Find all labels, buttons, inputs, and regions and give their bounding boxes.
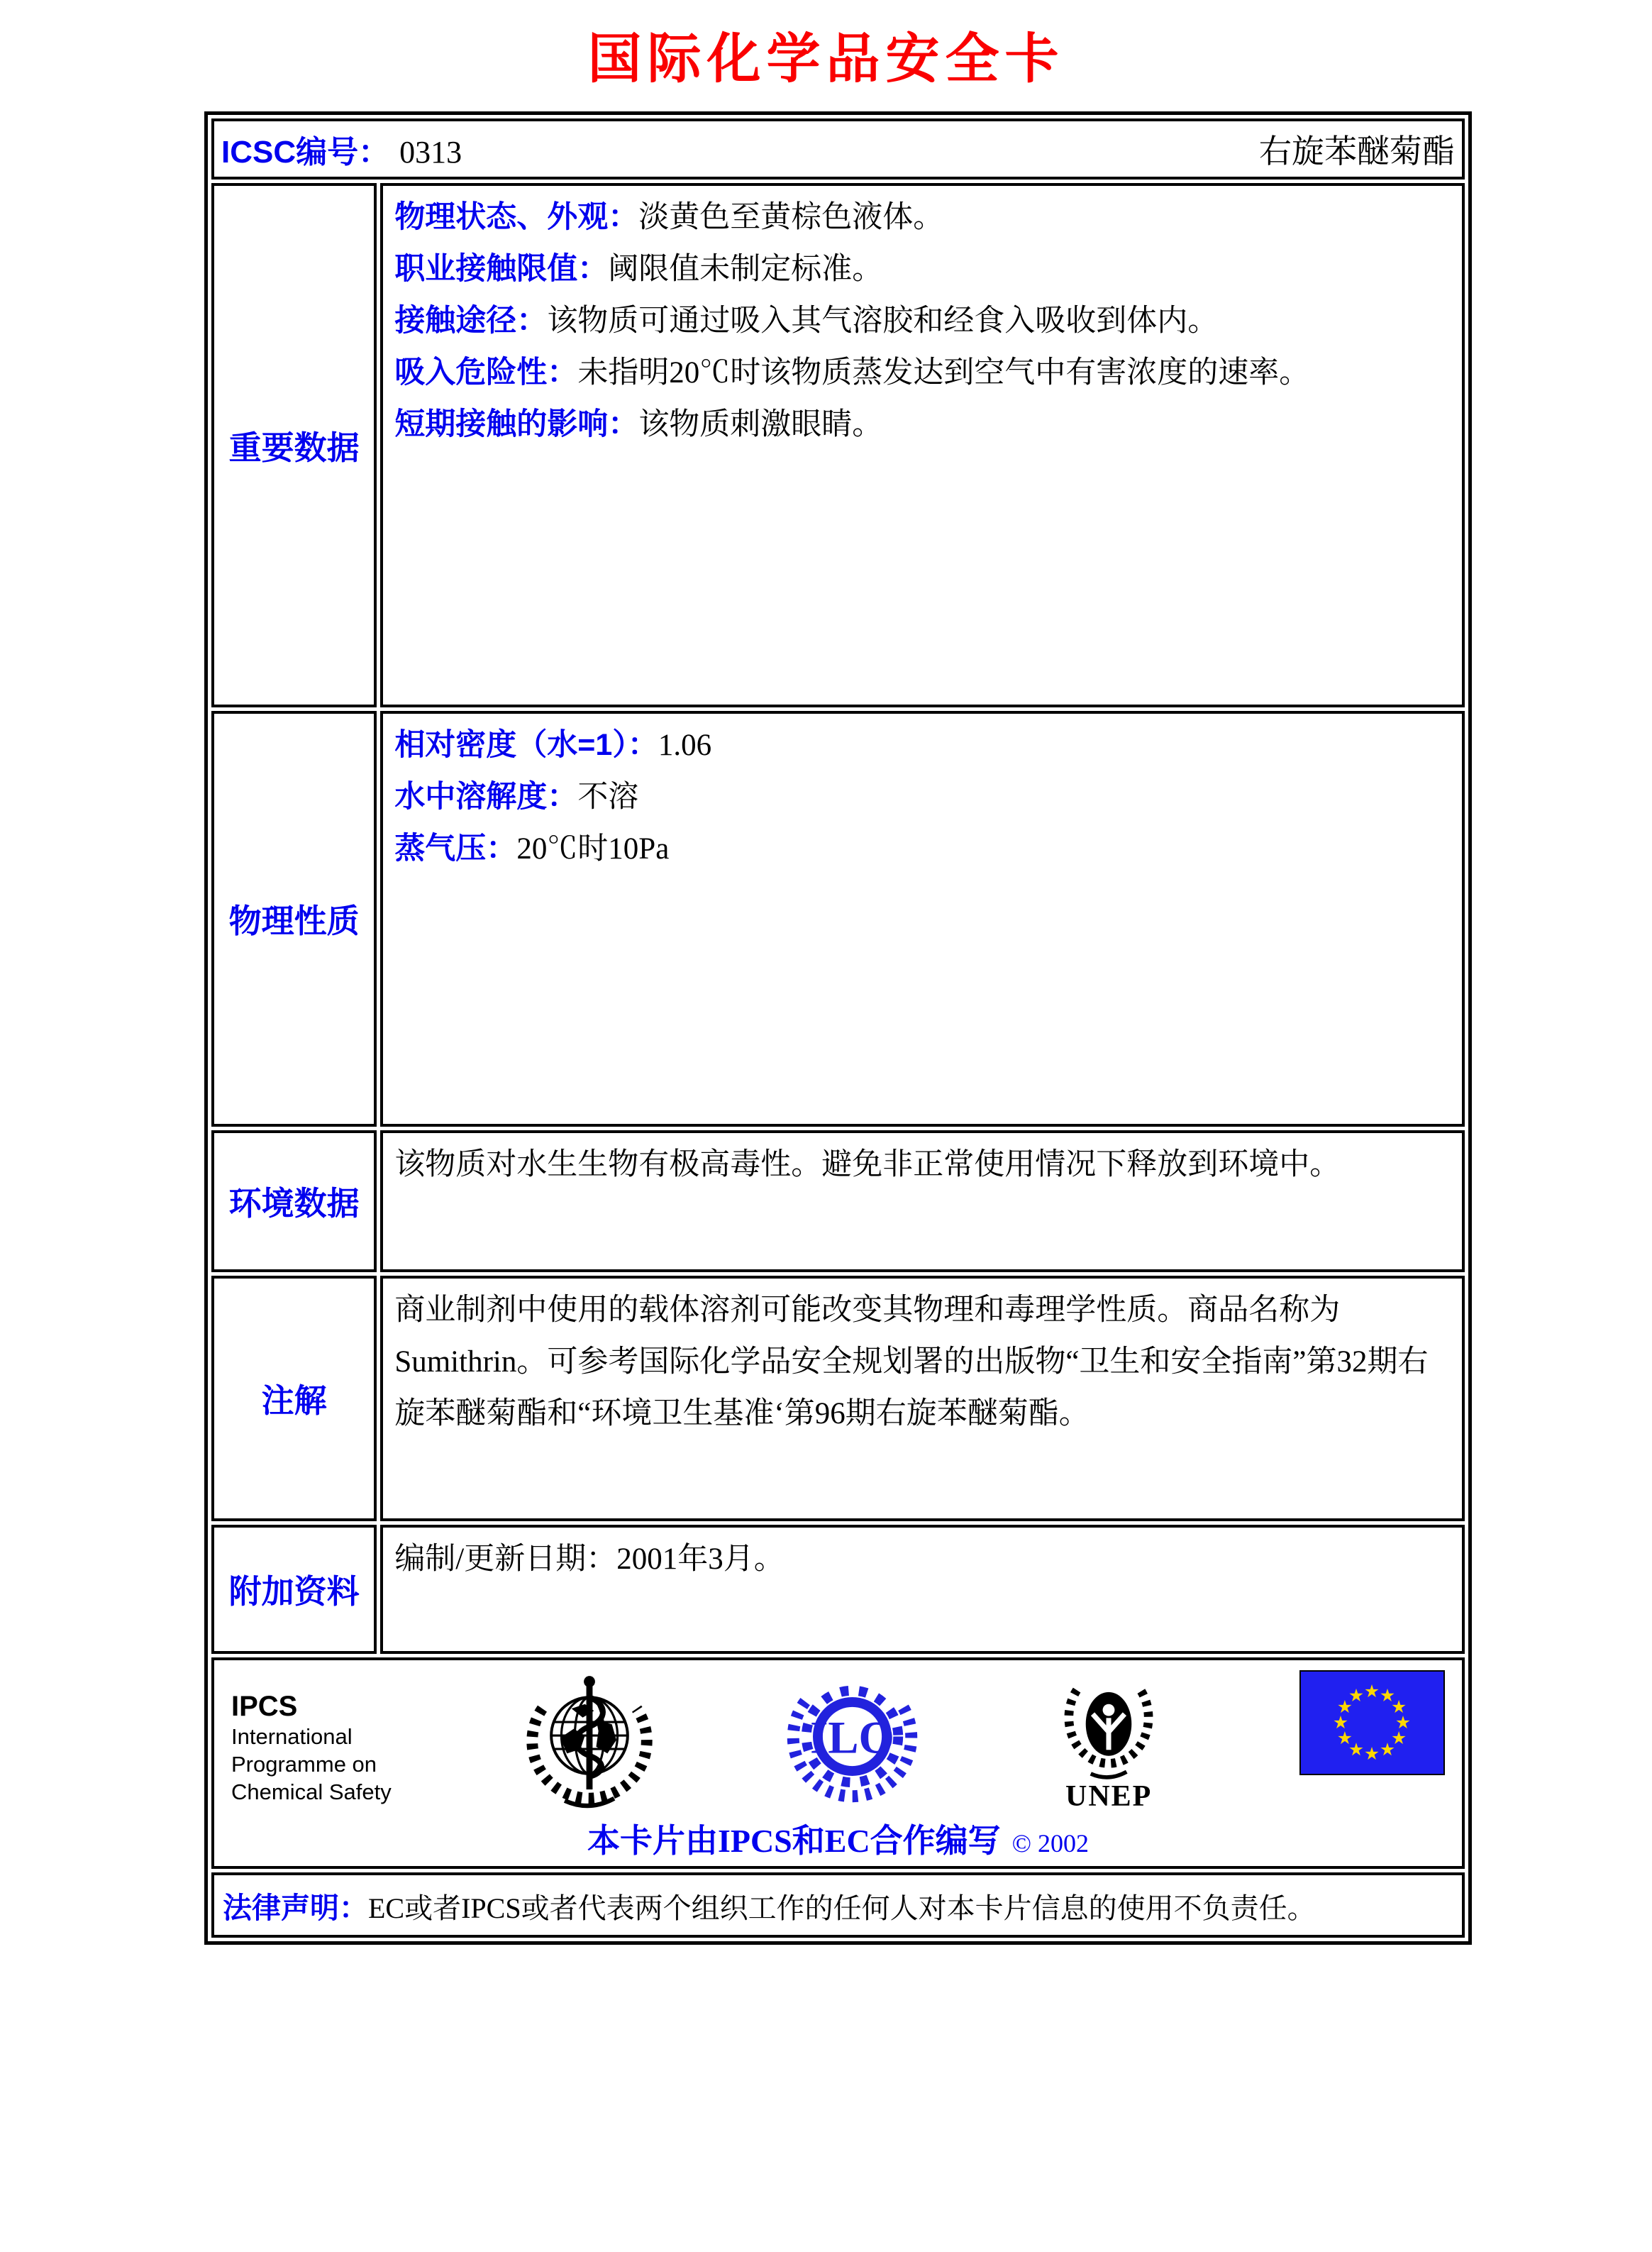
data-line: [394, 295, 1451, 347]
field-value: 阈限值未制定标准。: [608, 253, 883, 286]
field-value: 不溶: [577, 780, 639, 814]
important-data-row: [211, 183, 1465, 707]
data-line: [394, 399, 1451, 451]
field-value: 淡黄色至黄棕色液体。: [638, 201, 944, 234]
ipcs-line: International: [231, 1724, 353, 1749]
section-content-physical-properties: [380, 711, 1465, 1127]
eu-flag-icon: [1299, 1670, 1445, 1775]
header-row: [211, 118, 1465, 180]
data-line: [394, 823, 1451, 875]
section-label-additional-info: 附加资料: [211, 1525, 377, 1654]
section-label-notes: 注解: [211, 1276, 377, 1521]
environmental-data-row: [211, 1130, 1465, 1272]
header-cell: [211, 118, 1465, 180]
legal-row: [211, 1872, 1465, 1938]
who-logo-icon: [522, 1670, 657, 1812]
ipcs-text-block: [231, 1670, 392, 1806]
unep-wordmark: UNEP: [1065, 1780, 1153, 1813]
unep-logo-icon: [1048, 1670, 1169, 1784]
field-label: 职业接触限值：: [394, 252, 609, 286]
legal-cell: [211, 1872, 1465, 1938]
data-line: [394, 192, 1451, 243]
page-title: 国际化学品安全卡: [587, 27, 1065, 90]
section-content-important-data: [380, 183, 1465, 707]
credit-line: [231, 1815, 1445, 1862]
ipcs-acronym: IPCS: [231, 1691, 298, 1722]
data-line: [394, 243, 1451, 295]
field-value: 未指明20℃时该物质蒸发达到空气中有害浓度的速率。: [577, 356, 1310, 390]
section-content-additional-info: [380, 1525, 1465, 1654]
data-line: [394, 719, 1451, 771]
section-label-environmental-data: 环境数据: [211, 1130, 377, 1272]
field-value: 1.06: [658, 729, 712, 762]
field-value: 该物质可通过吸入其气溶胶和经食入吸收到体内。: [547, 304, 1219, 338]
field-label: 接触途径：: [394, 304, 548, 338]
field-value: 该物质刺激眼睛。: [638, 408, 883, 441]
section-text: 该物质对水生生物有极高毒性。避免非正常使用情况下释放到环境中。: [394, 1148, 1341, 1181]
legal-label: 法律声明：: [223, 1891, 368, 1924]
field-label: 蒸气压：: [394, 832, 517, 866]
safety-card-table: [204, 111, 1472, 1945]
ipcs-line: Chemical Safety: [231, 1779, 392, 1804]
chemical-name: 右旋苯醚菊酯: [1259, 133, 1455, 170]
section-text: 编制/更新日期：2001年3月。: [394, 1542, 785, 1576]
section-label-physical-properties: 物理性质: [211, 711, 377, 1127]
section-text: 商业制剂中使用的载体溶剂可能改变其物理和毒理学性质。商品名称为Sumithrin。可参考国际化学品安全规划署的出版物“卫生和安全指南”第32期右旋苯醚菊酯和“环境卫生基准‘第96期右旋苯醚菊酯。: [394, 1293, 1429, 1430]
icsc-number-label: ICSC编号：: [221, 135, 390, 170]
field-label: 物理状态、外观：: [394, 200, 639, 234]
legal-text: EC或者IPCS或者代表两个组织工作的任何人对本卡片信息的使用不负责任。: [368, 1892, 1316, 1924]
icsc-number-group: [221, 126, 462, 172]
field-label: 短期接触的影响：: [394, 407, 639, 441]
field-value: 20℃时10Pa: [516, 832, 670, 866]
data-line: [394, 347, 1451, 399]
data-line: [394, 771, 1451, 823]
field-label: 水中溶解度：: [394, 780, 578, 814]
physical-properties-row: [211, 711, 1465, 1127]
icsc-number-value: 0313: [399, 135, 462, 170]
logos-row: [211, 1657, 1465, 1869]
field-label: 吸入危险性：: [394, 355, 578, 390]
section-content-environmental-data: [380, 1130, 1465, 1272]
additional-info-row: [211, 1525, 1465, 1654]
credit-text: 本卡片由IPCS和EC合作编写: [587, 1823, 1001, 1859]
section-content-notes: [380, 1276, 1465, 1521]
unep-logo-block: [1048, 1670, 1169, 1814]
copyright-text: © 2002: [1011, 1829, 1090, 1858]
ilo-logo-icon: [787, 1670, 918, 1805]
notes-row: [211, 1276, 1465, 1521]
section-label-important-data: 重要数据: [211, 183, 377, 707]
logos-cell: [211, 1657, 1465, 1869]
ilo-letters: ILO: [810, 1712, 895, 1764]
ipcs-line: Programme on: [231, 1752, 377, 1777]
field-label: 相对密度（水=1）：: [394, 728, 658, 762]
